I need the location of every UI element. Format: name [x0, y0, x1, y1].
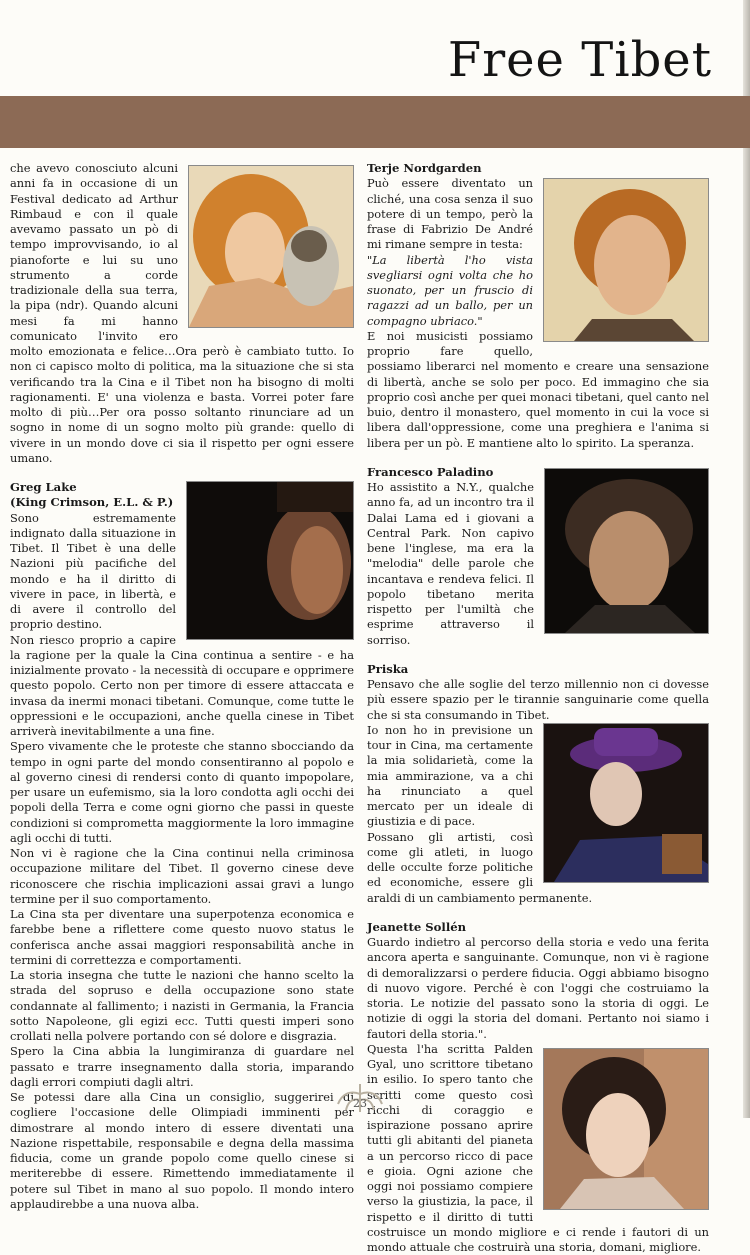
- terje-paragraph-1: Può essere diventato un cliché, una cosa senza il suo potere di un tempo, però la frase di Fabrizio De André mi rimane sempre in testa:: [367, 176, 533, 252]
- artist-name: Priska: [367, 661, 409, 676]
- artist-name: Terje Nordgarden: [367, 161, 482, 175]
- greg-paragraph-8: Se potessi dare alla Cina un consiglio, suggerirei di cogliere l'occasione delle Olimpiadi imminenti per dimostrare al mondo intero di essere diventati una Nazione rispettabile, responsabile e degna della massima fiducia, come un grande popolo come quello cinese si meriterebbe di essere. Rimettendo immediatamente il potere sul Tibet in mano al suo popolo. Il mondo intero applaudirebbe a una nuova alba.: [10, 1090, 354, 1211]
- greg-paragraph-5: La Cina sta per diventare una superpotenza economica e farebbe bene a riflettere come questo nuovo status le conferisca anche assai maggiori responsabilità anche in termini di correttezza e comportamenti.: [10, 907, 354, 967]
- greg-paragraph-1: Sono estremamente indignato dalla situazione in Tibet. Il Tibet è una delle Nazioni più pacifiche del mondo e ha il diritto di vivere in pace, in libertà, e di avere il controllo del proprio destino.: [10, 510, 176, 632]
- artist-name: Greg Lake: [10, 480, 77, 494]
- left-column: [10, 161, 354, 1212]
- section-priska: [367, 662, 709, 906]
- artist-band: (King Crimson, E.L. & P.): [10, 495, 174, 510]
- artist-name: Jeanette Sollén: [367, 919, 467, 934]
- terje-quote: "La libertà l'ho vista svegliarsi ogni volta che ho suonato, per un fruscio di ragazzi ad un ballo, per un compagno ubriaco.": [367, 252, 533, 328]
- priska-paragraph-1: Pensavo che alle soglie del terzo millennio non ci dovesse più essere spazio per le tirannie sanguinarie come quella che si sta consumando in Tibet.: [367, 677, 709, 722]
- section-jeanette-sollen: [367, 920, 709, 1255]
- francesco-paragraph-1: Ho assistito a N.Y., qualche anno fa, ad un incontro tra il Dalai Lama ed i giovani a Central Park. Non capivo bene l'inglese, ma era la "melodia" delle parole che incantava e rendeva felici. Il popolo tibetano merita rispetto per l'umiltà che esprime attraverso il sorriso.: [367, 480, 534, 647]
- photo-priska: [543, 723, 709, 883]
- page-title: Free Tibet: [447, 32, 712, 88]
- section-greg-lake: [10, 480, 354, 1212]
- priska-paragraph-2: Io non ho in previsione un tour in Cina, ma certamente la mia solidarietà, come la mia ammirazione, va a chi ha rinunciato a quel mercato per un ideale di giustizia e di pace.: [367, 722, 533, 829]
- greg-paragraph-2: Non riesco proprio a capire la ragione per la quale la Cina continua a sentire - e ha inizialmente provato - la necessità di occupare e opprimere questo popolo. Certo non per timore di essere attaccata e invasa da inermi monaci tibetani. Comunque, come tutte le oppressioni e le occupazioni, anche quella cinese in Tibet arriverà inevitabilmente a una fine.: [10, 632, 354, 738]
- jeanette-paragraph-2: Questa l'ha scritta Palden Gyal, uno scrittore tibetano in esilio. Io spero tanto che scritti come questo così ricchi di coraggio e ispirazione possano aprire tutti gli abitanti del pianeta a un percorso ricco di pace e gioia. Ogni azione che oggi noi possiamo compiere verso la giustizia, la pace, il rispetto e il diritto di tutti costruisce un mondo migliore e ci rende i fautori di un mondo attuale che costruirà una storia, domani, migliore.: [367, 1041, 709, 1254]
- photo-greg-lake: [186, 481, 354, 640]
- greg-paragraph-7: Spero la Cina abbia la lungimiranza di guardare nel passato e trarre insegnamento dalla storia, imparando dagli errori compiuti dagli altri.: [10, 1044, 354, 1089]
- intro-paragraph: che avevo conosciuto alcuni anni fa in occasione di un Festival dedicato ad Arthur Rimbaud e con il quale avevamo passato un pò di tempo improvvisando, io al pianoforte e lui su uno strumento a corde tradizionale della sua terra, la pipa (ndr). Quando alcuni mesi fa mi hanno comunicato l'invito ero molto emozionata e felice…Ora però è cambiato tutto. Io non ci capisco molto di politica, ma la situazione che si sta verificando tra la Cina e il Tibet non ha bisogno di molti ragionamenti. E' una violenza e basta. Vorrei poter fare molto di più…Per ora posso soltanto rinunciare ad un sogno in nome di un sogno molto più grande: quello di vivere in un mondo dove ci sia il rispetto per ogni essere umano.: [10, 161, 354, 465]
- jeanette-paragraph-1: Guardo indietro al percorso della storia e vedo una ferita ancora aperta e sanguinante. Comunque, non vi è ragione di demoralizzarsi o perdere fiducia. Oggi abbiamo bisogno di nuovo vigore. Perché è con l'oggi che costruiamo la storia. Le notizie del passato sono la storia di oggi. Le notizie di oggi la storia del domani. Pertanto noi siamo i fautori della storia.".: [367, 935, 709, 1041]
- photo-jeanette-sollen: [543, 1048, 709, 1210]
- terje-paragraph-2: E noi musicisti possiamo proprio fare quello, possiamo liberarci nel momento e creare una sensazione di libertà, anche se solo per poco. Ed immagino che sia proprio così anche per quei monaci tibetani, quel canto nel buio, dentro il monastero, quel momento in cui la voce si libera dall'oppressione, come una preghiera e l'anima si libera per un pò. E mantiene alto lo spirito. La speranza.: [367, 328, 709, 450]
- page-edge: [743, 0, 750, 1118]
- photo-terje-nordgarden: [543, 178, 709, 342]
- section-terje-nordgarden: [367, 161, 709, 451]
- artist-name: Francesco Paladino: [367, 464, 494, 479]
- page-number: 23: [353, 1097, 367, 1110]
- photo-woman-with-cat: [188, 165, 354, 328]
- greg-paragraph-4: Non vi è ragione che la Cina continui nella criminosa occupazione militare del Tibet. Il governo cinese deve riconoscere che rischia implicazioni assai gravi a lungo termine per il suo comportamento.: [10, 846, 354, 906]
- greg-paragraph-6: La storia insegna che tutte le nazioni che hanno scelto la strada del sopruso e della occupazione sono state condannate al fallimento; i nazisti in Germania, la Francia sotto Napoleone, gli egizi ecc. Tutti questi imperi sono crollati nella polvere portando con sé dolore e disgrazia.: [10, 968, 354, 1043]
- photo-francesco-paladino: [544, 468, 709, 634]
- header-band: [0, 96, 750, 148]
- greg-paragraph-3: Spero vivamente che le proteste che stanno sbocciando da tempo in ogni parte del mondo consentiranno al popolo e al governo cinesi di rendersi conto di quanto impopolare, per usare un eufemismo, sia la loro condotta agli occhi dei popoli della Terra e come ogni giorno che passi in queste condizioni si compromettа maggiormente la loro immagine agli occhi di tutti.: [10, 739, 354, 845]
- priska-paragraph-3: Possano gli artisti, così come gli atleti, in luogo delle occulte forze politiche ed economiche, essere gli araldi di un cambiamento permanente.: [367, 829, 593, 905]
- right-column: [367, 161, 709, 1255]
- section-francesco-paladino: [367, 465, 709, 648]
